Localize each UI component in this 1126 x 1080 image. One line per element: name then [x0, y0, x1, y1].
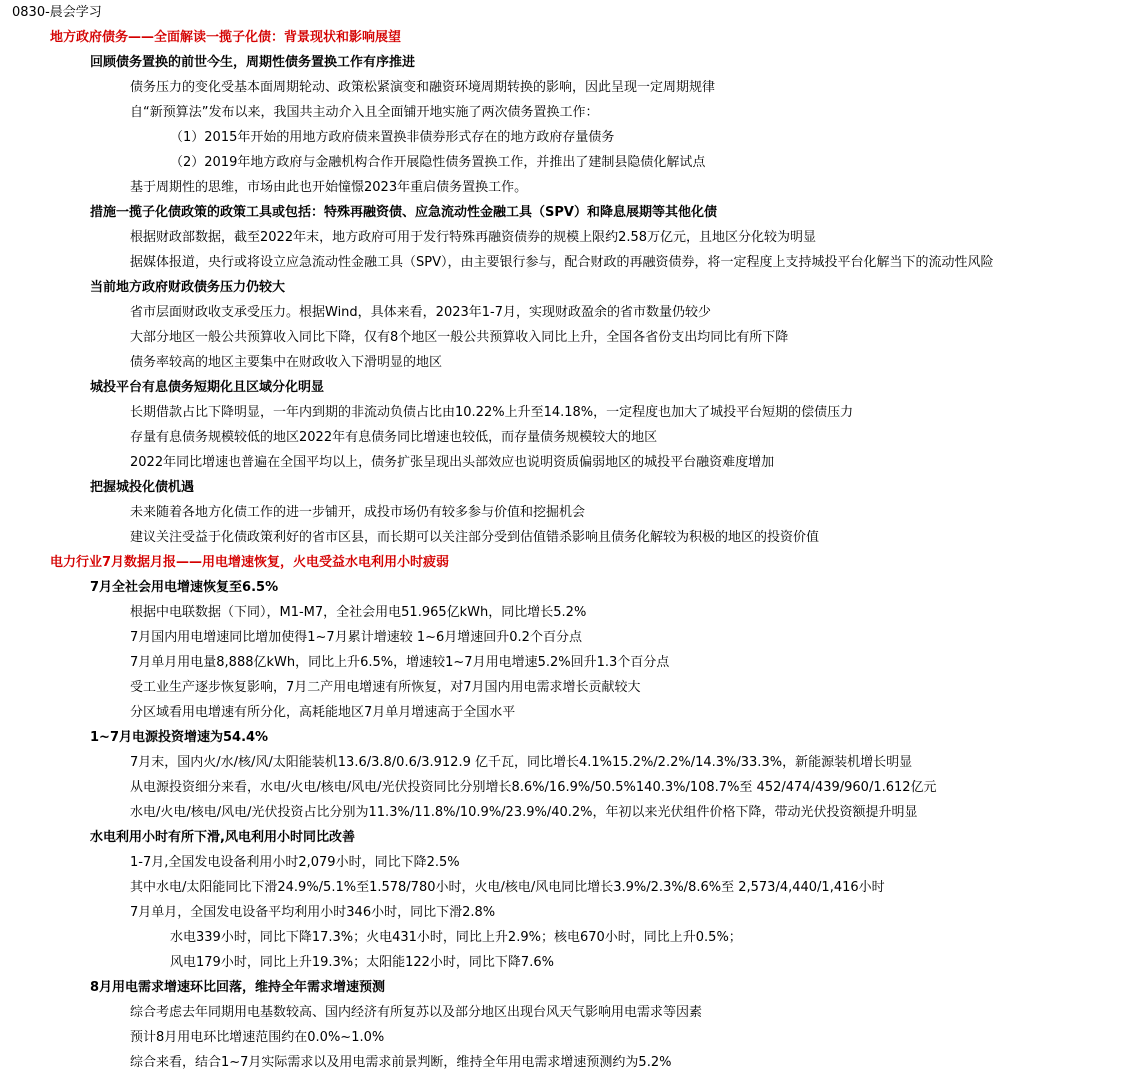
- subheading: 城投平台有息债务短期化且区域分化明显: [90, 380, 325, 395]
- list-item: 分区域看用电增速有所分化，高耗能地区7月单月增速高于全国水平: [130, 705, 516, 720]
- list-item: 1-7月,全国发电设备利用小时2,079小时，同比下降2.5%: [130, 855, 460, 870]
- list-item: 水电339小时，同比下降17.3%；火电431小时，同比上升2.9%；核电670小时，同比上升0.5%；: [170, 930, 742, 945]
- section-heading-power-industry: 电力行业7月数据月报——用电增速恢复，火电受益水电利用小时疲弱: [50, 555, 450, 570]
- list-item: 综合来看，结合1~7月实际需求以及用电需求前景判断，维持全年用电需求增速预测约为5.2%: [130, 1055, 672, 1070]
- list-item: 基于周期性的思维，市场由此也开始憧憬2023年重启债务置换工作。: [130, 180, 528, 195]
- list-item: 债务率较高的地区主要集中在财政收入下滑明显的地区: [130, 355, 443, 370]
- list-item: 7月单月用电量8,888亿kWh，同比上升6.5%，增速较1~7月用电增速5.2%回升1.3个百分点: [130, 655, 670, 670]
- list-item: 2022年同比增速也普遍在全国平均以上，债务扩张呈现出头部效应也说明资质偏弱地区的城投平台融资难度增加: [130, 455, 775, 470]
- list-item: 从电源投资细分来看，水电/火电/核电/风电/光伏投资同比分别增长8.6%/16.9%/50.5%140.3%/108.7%至 452/474/439/960/1.612亿元: [130, 780, 937, 795]
- list-item: 综合考虑去年同期用电基数较高、国内经济有所复苏以及部分地区出现台风天气影响用电需求等因素: [130, 1005, 703, 1020]
- list-item: 存量有息债务规模较低的地区2022年有息债务同比增速也较低，而存量债务规模较大的地区: [130, 430, 658, 445]
- list-item: 债务压力的变化受基本面周期轮动、政策松紧演变和融资环境周期转换的影响，因此呈现一定周期规律: [130, 80, 716, 95]
- list-item: 7月末，国内火/水/核/风/太阳能装机13.6/3.8/0.6/3.912.9 亿千瓦，同比增长4.1%15.2%/2.2%/14.3%/33.3%，新能源装机增长明显: [130, 755, 913, 770]
- outline-root-title: 0830-晨会学习: [12, 5, 102, 20]
- list-item: 省市层面财政收支承受压力。根据Wind，具体来看，2023年1-7月，实现财政盈余的省市数量仍较少: [130, 305, 711, 320]
- list-item: 预计8月用电环比增速范围约在0.0%~1.0%: [130, 1030, 385, 1045]
- section-heading-local-debt: 地方政府债务——全面解读一揽子化债：背景现状和影响展望: [50, 30, 402, 45]
- subheading: 7月全社会用电增速恢复至6.5%: [90, 580, 279, 595]
- list-item: 风电179小时，同比上升19.3%；太阳能122小时，同比下降7.6%: [170, 955, 554, 970]
- subheading: 把握城投化债机遇: [90, 480, 195, 495]
- list-item: 建议关注受益于化债政策利好的省市区县，而长期可以关注部分受到估值错杀影响且债务化解较为积极的地区的投资价值: [130, 530, 820, 545]
- list-item: 长期借款占比下降明显，一年内到期的非流动负债占比由10.22%上升至14.18%，一定程度也加大了城投平台短期的偿债压力: [130, 405, 854, 420]
- list-item: 据媒体报道，央行或将设立应急流动性金融工具（SPV），由主要银行参与，配合财政的再融资债券，将一定程度上支持城投平台化解当下的流动性风险: [130, 255, 994, 270]
- subheading: 措施一揽子化债政策的政策工具或包括：特殊再融资债、应急流动性金融工具（SPV）和降息展期等其他化债: [90, 205, 717, 220]
- subheading: 当前地方政府财政债务压力仍较大: [90, 280, 286, 295]
- list-item: 水电/火电/核电/风电/光伏投资占比分别为11.3%/11.8%/10.9%/23.9%/40.2%，年初以来光伏组件价格下降，带动光伏投资额提升明显: [130, 805, 918, 820]
- list-item: 其中水电/太阳能同比下滑24.9%/5.1%至1.578/780小时，火电/核电/风电同比增长3.9%/2.3%/8.6%至 2,573/4,440/1,416小时: [130, 880, 885, 895]
- subheading: 8月用电需求增速环比回落，维持全年需求增速预测: [90, 980, 386, 995]
- list-item: 根据财政部数据，截至2022年末，地方政府可用于发行特殊再融资债券的规模上限约2.58万亿元，且地区分化较为明显: [130, 230, 817, 245]
- list-item: 7月国内用电增速同比增加使得1~7月累计增速较 1~6月增速回升0.2个百分点: [130, 630, 582, 645]
- subheading: 1~7月电源投资增速为54.4%: [90, 730, 269, 745]
- list-item: 根据中电联数据（下同），M1-M7，全社会用电51.965亿kWh，同比增长5.2%: [130, 605, 587, 620]
- list-item: 自“新预算法”发布以来，我国共主动介入且全面铺开地实施了两次债务置换工作：: [130, 105, 599, 120]
- list-item: （1）2015年开始的用地方政府债来置换非债券形式存在的地方政府存量债务: [170, 130, 615, 145]
- list-item: 7月单月，全国发电设备平均利用小时346小时，同比下滑2.8%: [130, 905, 496, 920]
- list-item: 大部分地区一般公共预算收入同比下降，仅有8个地区一般公共预算收入同比上升，全国各省份支出均同比有所下降: [130, 330, 789, 345]
- list-item: 受工业生产逐步恢复影响，7月二产用电增速有所恢复，对7月国内用电需求增长贡献较大: [130, 680, 641, 695]
- subheading: 水电利用小时有所下滑,风电利用小时同比改善: [90, 830, 355, 845]
- list-item: （2）2019年地方政府与金融机构合作开展隐性债务置换工作，并推出了建制县隐债化解试点: [170, 155, 706, 170]
- list-item: 未来随着各地方化债工作的进一步铺开，成投市场仍有较多参与价值和挖掘机会: [130, 505, 586, 520]
- subheading: 回顾债务置换的前世今生，周期性债务置换工作有序推进: [90, 55, 416, 70]
